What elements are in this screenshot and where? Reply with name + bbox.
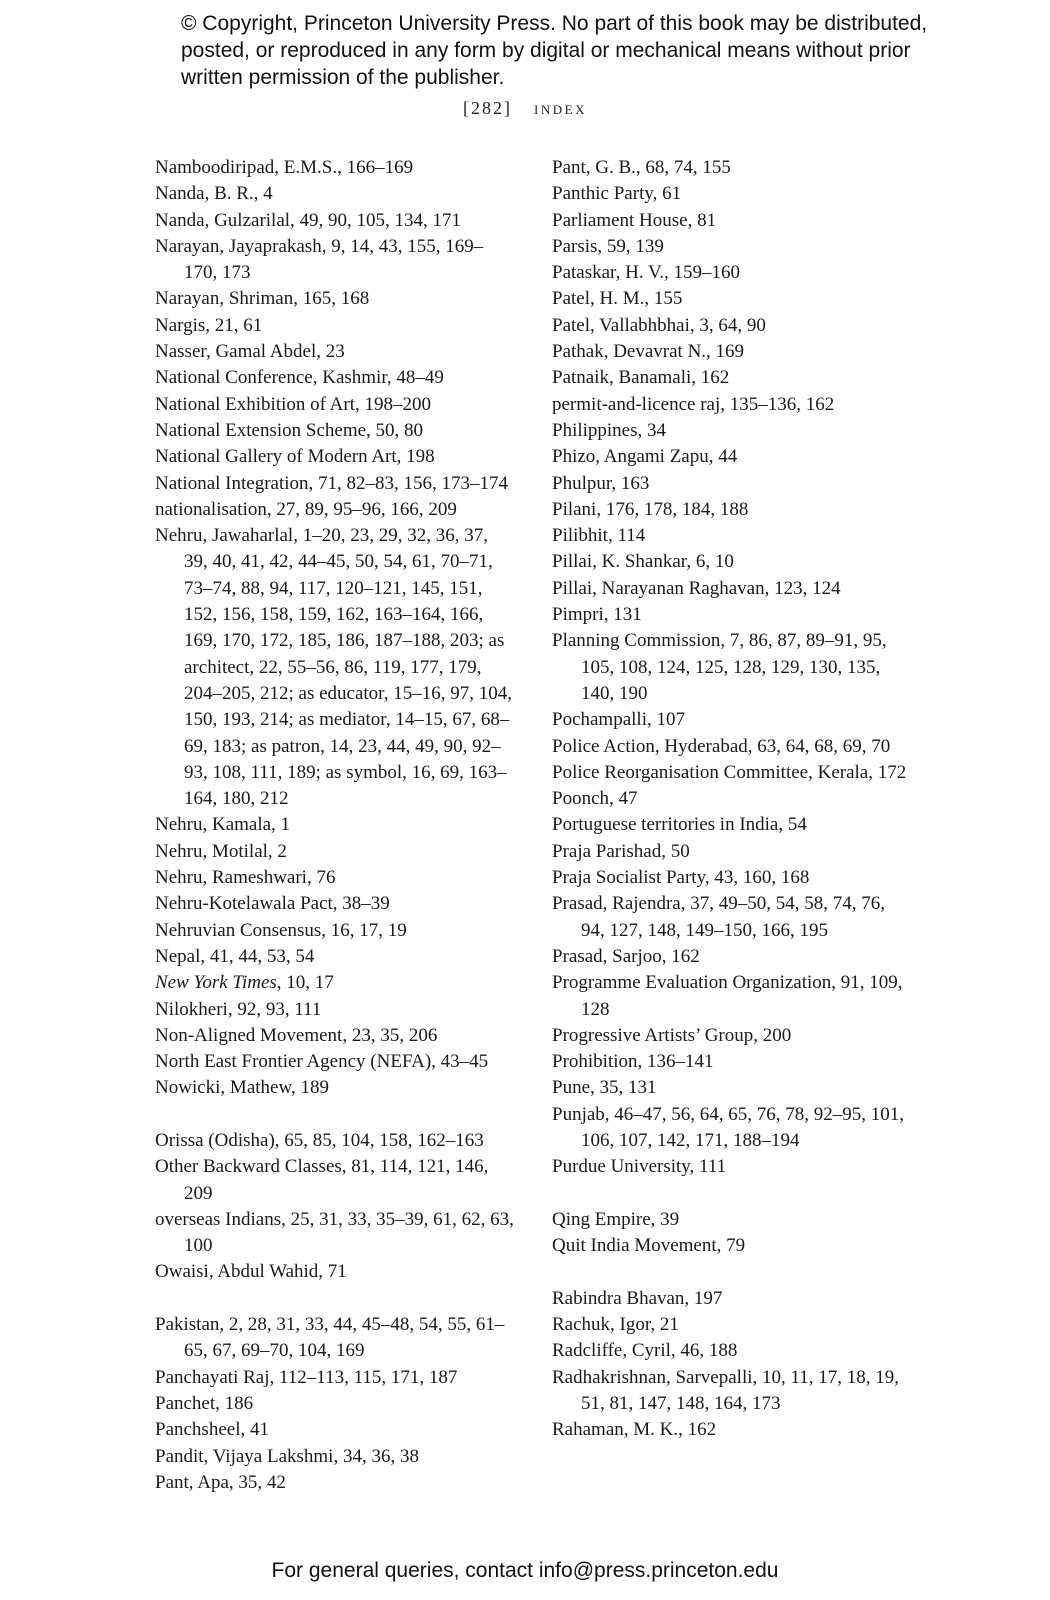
index-entry: Narayan, Shriman, 165, 168 xyxy=(155,288,370,310)
index-entry: Pathak, Devavrat N., 169 xyxy=(552,341,745,363)
index-entry: National Exhibition of Art, 198–200 xyxy=(155,393,432,415)
index-entry: Non-Aligned Movement, 23, 35, 206 xyxy=(155,1024,438,1046)
index-entry: Philippines, 34 xyxy=(552,419,667,441)
index-entry: National Gallery of Modern Art, 198 xyxy=(155,446,435,468)
index-entry: Praja Socialist Party, 43, 160, 168 xyxy=(552,867,810,889)
index-entry: Punjab, 46–47, 56, 64, 65, 76, 78, 92–95, 101, 106, 107, 142, 171, 188–194 xyxy=(552,1103,905,1151)
index-entry: Progressive Artists’ Group, 200 xyxy=(552,1024,792,1046)
index-entry: Nehru, Kamala, 1 xyxy=(155,814,291,836)
index-entry: Rahaman, M. K., 162 xyxy=(552,1419,717,1441)
section-title: index xyxy=(534,98,587,118)
index-entry: Other Backward Classes, 81, 114, 121, 146, 209 xyxy=(155,1156,489,1204)
index-entry: Pataskar, H. V., 159–160 xyxy=(552,262,741,284)
index-entry: Nepal, 41, 44, 53, 54 xyxy=(155,945,315,967)
index-entry: Poonch, 47 xyxy=(552,788,638,810)
index-entry: Purdue University, 111 xyxy=(552,1156,727,1178)
index-entry: Nowicki, Mathew, 189 xyxy=(155,1077,329,1099)
index-entry: Pant, Apa, 35, 42 xyxy=(155,1471,286,1493)
index-entry: Praja Parishad, 50 xyxy=(552,840,690,862)
index-entry xyxy=(155,970,515,996)
index-entry: Police Action, Hyderabad, 63, 64, 68, 69, 70 xyxy=(552,735,891,757)
index-entry: Owaisi, Abdul Wahid, 71 xyxy=(155,1261,347,1283)
index-entry: Pune, 35, 131 xyxy=(552,1077,657,1099)
index-entry-pages: , 10, 17 xyxy=(276,972,334,994)
index-entry: Nehru, Jawaharlal, 1–20, 23, 29, 32, 36, 37, 39, 40, 41, 42, 44–45, 50, 54, 61, 70–71, 73–74, 88, 94, 117, 120–121, 145, 151, 152, 156, 158, 159, 162, 163–164, 166, 169, 170, 172, 185, 186, 187–188, 203; as architect, 22, 55–56, 86, 119, 177, 179, 204–205, 212; as educator, 15–16, 97, 104, 150, 193, 214; as mediator, 14–15, 67, 68–69, 183; as patron, 14, 23, 44, 49, 90, 92–93, 108, 111, 189; as symbol, 16, 69, 163–164, 180, 212 xyxy=(155,525,513,810)
index-entry: Portuguese territories in India, 54 xyxy=(552,814,807,836)
index-entry: Pilibhit, 114 xyxy=(552,525,646,547)
index-entry: National Conference, Kashmir, 48–49 xyxy=(155,367,444,389)
index-entry: Radcliffe, Cyril, 46, 188 xyxy=(552,1340,738,1362)
index-entry: Planning Commission, 7, 86, 87, 89–91, 95, 105, 108, 124, 125, 128, 129, 130, 135, 140, 190 xyxy=(552,630,887,704)
index-entry: Rabindra Bhavan, 197 xyxy=(552,1287,723,1309)
index-entry: Pimpri, 131 xyxy=(552,604,642,626)
index-entry: National Extension Scheme, 50, 80 xyxy=(155,419,424,441)
index-entry: Narayan, Jayaprakash, 9, 14, 43, 155, 169–170, 173 xyxy=(155,235,484,284)
index-entry: Patel, H. M., 155 xyxy=(552,288,683,310)
index-entry: Panchet, 186 xyxy=(155,1392,254,1414)
index-entry: Panchayati Raj, 112–113, 115, 171, 187 xyxy=(155,1366,458,1388)
index-column-left xyxy=(155,155,515,1496)
index-entry: Orissa (Odisha), 65, 85, 104, 158, 162–163 xyxy=(155,1129,484,1151)
index-entry: Prohibition, 136–141 xyxy=(552,1051,714,1073)
index-entry: Phizo, Angami Zapu, 44 xyxy=(552,446,738,468)
index-entry: Pandit, Vijaya Lakshmi, 34, 36, 38 xyxy=(155,1445,419,1467)
index-entry: Nilokheri, 92, 93, 111 xyxy=(155,998,322,1020)
index-entry: Radhakrishnan, Sarvepalli, 10, 11, 17, 18, 19, 51, 81, 147, 148, 164, 173 xyxy=(552,1366,900,1414)
index-entry: Panthic Party, 61 xyxy=(552,183,682,205)
index-entry: Police Reorganisation Committee, Kerala, 172 xyxy=(552,761,907,783)
index-entry: Phulpur, 163 xyxy=(552,472,650,494)
index-entry: Qing Empire, 39 xyxy=(552,1208,680,1230)
index-column-right xyxy=(552,155,912,1444)
index-entry: North East Frontier Agency (NEFA), 43–45 xyxy=(155,1051,489,1073)
index-entry: Prasad, Rajendra, 37, 49–50, 54, 58, 74, 76, 94, 127, 148, 149–150, 166, 195 xyxy=(552,893,885,941)
index-entry: Nanda, Gulzarilal, 49, 90, 105, 134, 171 xyxy=(155,209,462,231)
index-entry: Prasad, Sarjoo, 162 xyxy=(552,945,700,967)
running-header xyxy=(0,98,1050,119)
index-entry: National Integration, 71, 82–83, 156, 173–174 xyxy=(155,472,509,494)
index-entry: Nasser, Gamal Abdel, 23 xyxy=(155,341,345,363)
index-entry: Nehru, Motilal, 2 xyxy=(155,840,287,862)
page-number: [282] xyxy=(463,98,513,118)
index-entry-title: New York Times xyxy=(155,972,277,994)
index-entry: Pillai, K. Shankar, 6, 10 xyxy=(552,551,734,573)
index-entry: Pakistan, 2, 28, 31, 33, 44, 45–48, 54, 55, 61–65, 67, 69–70, 104, 169 xyxy=(155,1314,505,1362)
index-entry: Parliament House, 81 xyxy=(552,209,717,231)
index-entry: Pochampalli, 107 xyxy=(552,709,685,731)
index-entry: Panchsheel, 41 xyxy=(155,1419,269,1441)
index-entry: Nargis, 21, 61 xyxy=(155,314,263,336)
index-entry: nationalisation, 27, 89, 95–96, 166, 209 xyxy=(155,498,457,520)
index-entry: Parsis, 59, 139 xyxy=(552,235,664,257)
index-entry: Nehru, Rameshwari, 76 xyxy=(155,867,336,889)
index-entry: Nanda, B. R., 4 xyxy=(155,183,273,205)
index-entry: permit-and-licence raj, 135–136, 162 xyxy=(552,393,835,415)
copyright-notice: © Copyright, Princeton University Press. No part of this book may be distributed, posted, or reproduced in any form by digital or mechanical means without prior written permission of the publisher. xyxy=(181,12,928,89)
index-entry: Patnaik, Banamali, 162 xyxy=(552,367,730,389)
index-entry: Pant, G. B., 68, 74, 155 xyxy=(552,157,731,178)
index-entry: Pillai, Narayanan Raghavan, 123, 124 xyxy=(552,577,841,599)
footer-contact: For general queries, contact info@press.princeton.edu xyxy=(271,1559,779,1582)
index-entry: Nehruvian Consensus, 16, 17, 19 xyxy=(155,919,407,941)
index-entry: Namboodiripad, E.M.S., 166–169 xyxy=(155,157,414,178)
index-entry: Programme Evaluation Organization, 91, 109, 128 xyxy=(552,972,903,1020)
index-entry: Pilani, 176, 178, 184, 188 xyxy=(552,498,749,520)
index-entry: overseas Indians, 25, 31, 33, 35–39, 61, 62, 63, 100 xyxy=(155,1208,514,1257)
index-entry: Patel, Vallabhbhai, 3, 64, 90 xyxy=(552,314,766,336)
index-entry: Nehru-Kotelawala Pact, 38–39 xyxy=(155,893,390,915)
index-entry: Quit India Movement, 79 xyxy=(552,1235,746,1257)
index-entry: Rachuk, Igor, 21 xyxy=(552,1314,679,1336)
